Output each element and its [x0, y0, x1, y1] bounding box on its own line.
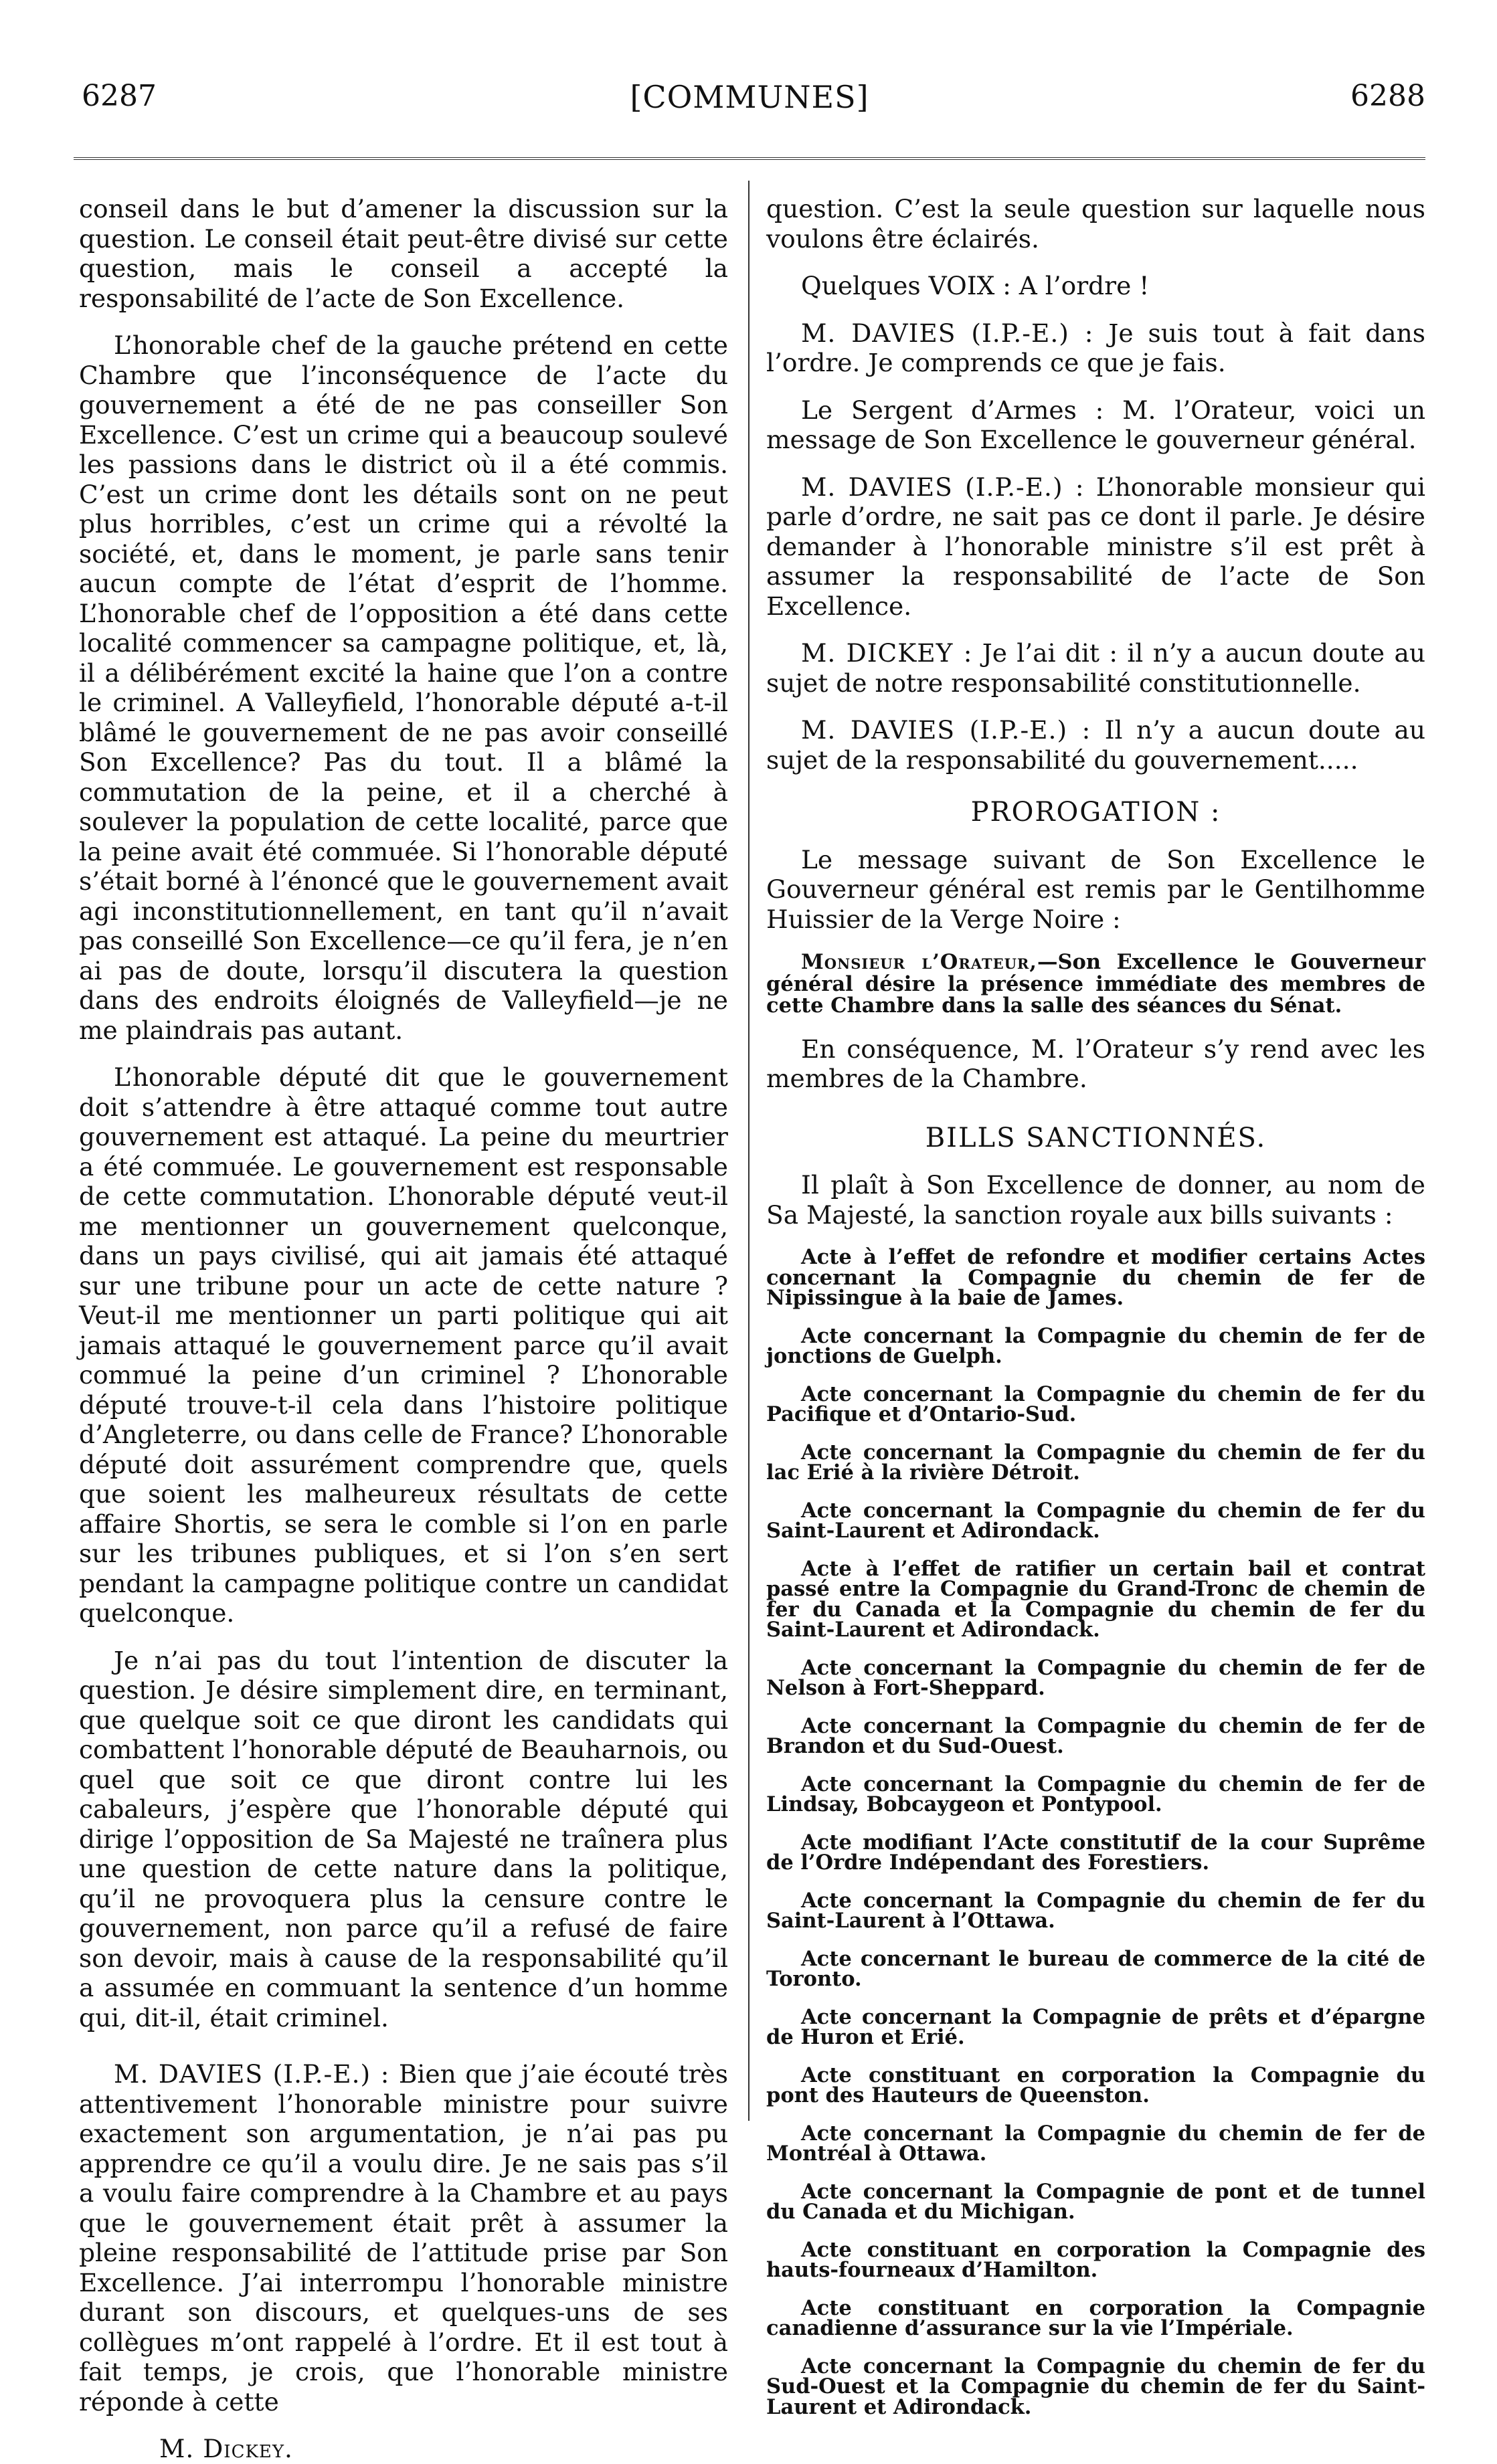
speech-paragraph: [766, 472, 1425, 622]
bill-item: Acte concernant le bureau de commerce de la cité de Toronto.: [766, 1946, 1425, 1991]
bill-item: Acte concernant la Compagnie du chemin de fer du Pacifique et d’Ontario-Sud.: [766, 1382, 1425, 1426]
speech-paragraph: [766, 318, 1425, 378]
paragraph: conseil dans le but d’amener la discussion sur la question. Le conseil était peut-être divisé sur cette question, mais le conseil a accepté la responsabilité de l’acte de Son Excellence.: [79, 194, 728, 313]
bill-item: Acte concernant la Compagnie du chemin de fer de jonctions de Guelph.: [766, 1323, 1425, 1368]
section-title-prorogation: PROROGATION :: [970, 797, 1221, 828]
speaker-name: M. DAVIES (I.P.-E.) :: [801, 715, 1091, 745]
speech-paragraph: [766, 638, 1425, 698]
bill-item: Acte à l’effet de ratifier un certain bail et contrat passé entre la Compagnie du Grand-Tronc de chemin de fer du Canada et la Compagnie du chemin de fer du Saint-Laurent et Adirondack.: [766, 1556, 1425, 1642]
speech-text: Bien que j’aie écouté très attentivement l’honorable ministre pour suivre exactement son argumentation, je n’ai pas pu apprendre ce qu’il a voulu dire. Je ne sais pas s’il a voulu faire comprendre à la Chambre et au pays que le gouvernement était prêt à assumer la pleine responsabilité de l’attitude prise par Son Excellence. J’ai interrompu l’honorable ministre durant son discours, et quelques-uns de ses collègues m’ont rappelé à l’ordre. Et il est tout à fait temps, je crois, que l’honorable ministre réponde à cette: [79, 2059, 728, 2416]
bill-item: Acte concernant la Compagnie de prêts et d’épargne de Huron et Erié.: [766, 2004, 1425, 2049]
paragraph: question. C’est la seule question sur laquelle nous voulons être éclairés.: [766, 194, 1425, 254]
bill-item: Acte concernant la Compagnie du chemin de fer de Brandon et du Sud-Ouest.: [766, 1713, 1425, 1758]
speech-text: Je suis tout à fait dans l’ordre. Je comprends ce que je fais.: [766, 318, 1425, 377]
bill-item: Acte constituant en corporation la Compagnie du pont des Hauteurs de Queenston.: [766, 2063, 1425, 2107]
bill-item: Acte concernant la Compagnie du chemin de fer de Montréal à Ottawa.: [766, 2121, 1425, 2166]
paragraph: Il plaît à Son Excellence de donner, au nom de Sa Majesté, la sanction royale aux bills suivants :: [766, 1170, 1425, 1230]
paragraph: L’honorable chef de la gauche prétend en cette Chambre que l’inconséquence de l’acte du gouvernement a été de ne pas conseiller Son Excellence. C’est un crime qui a beaucoup soulevé les passions dans le district où il a été commis. C’est un crime dont les détails sont on ne peut plus horribles, c’est un crime qui a révolté la société, et, dans le moment, je parle sans tenir aucun compte de l’état d’esprit de l’homme. L’honorable chef de l’opposition a été dans cette localité commencer sa campagne politique, et, là, il a délibérément excité la haine que l’on a contre le criminel. A Valleyfield, l’honorable député a-t-il blâmé le gouvernement de ne pas avoir conseillé Son Excellence? Pas du tout. Il a blâmé la commutation de la peine, et il a cherché à soulever la population de cette localité, parce que la peine avait été commuée. Si l’honorable député s’était borné à l’énoncé que le gouvernement avait agi inconstitutionnellement, en tant qu’il n’avait pas conseillé Son Excellence—ce qu’il fera, je n’en ai pas de doute, lorsqu’il discutera la question dans des endroits éloignés de Valleyfield—je ne me plaindrais pas autant.: [79, 330, 728, 1045]
bill-item: Acte modifiant l’Acte constitutif de la cour Suprême de l’Ordre Indépendant des Forestiers.: [766, 1830, 1425, 1875]
paragraph: Le Sergent d’Armes : M. l’Orateur, voici un message de Son Excellence le gouverneur général.: [766, 395, 1425, 454]
speech-paragraph: [766, 715, 1425, 775]
running-signature: M. Dickey.: [159, 2434, 293, 2463]
running-head: [COMMUNES]: [630, 79, 869, 115]
bill-item: Acte concernant la Compagnie du chemin de fer du Saint-Laurent à l’Ottawa.: [766, 1888, 1425, 1933]
message-lead: Monsieur l’Orateur,: [801, 950, 1037, 974]
bills-list: [766, 1247, 1425, 2417]
header-rule: [74, 157, 1425, 160]
speaker-name: M. DAVIES (I.P.-E.) :: [801, 318, 1094, 348]
left-column: [79, 194, 728, 2464]
message-block: [766, 951, 1425, 1017]
section-title-bills: BILLS SANCTIONNÉS.: [925, 1122, 1267, 1153]
bill-item: Acte à l’effet de refondre et modifier certains Actes concernant la Compagnie du chemin de fer de Nipissingue à la baie de James.: [766, 1245, 1425, 1310]
bill-item: Acte concernant la Compagnie du chemin de fer de Lindsay, Bobcaygeon et Pontypool.: [766, 1772, 1425, 1816]
paragraph: Je n’ai pas du tout l’intention de discuter la question. Je désire simplement dire, en terminant, que quelque soit ce que diront les candidats qui combattent l’honorable député de Beauharnois, ou quel que soit ce que diront contre lui les cabaleurs, j’espère que l’honorable député qui dirige l’opposition de Sa Majesté ne traînera plus une question de cette nature dans la politique, qu’il ne provoquera plus la censure contre le gouvernement, non parce qu’il a refusé de faire son devoir, mais à cause de la responsabilité qu’il a assumée en commuant la sentence d’un homme qui, dit-il, était criminel.: [79, 1645, 728, 2032]
speech-text: Je l’ai dit : il n’y a aucun doute au sujet de notre responsabilité constitutionnelle.: [766, 638, 1425, 698]
speech-paragraph: [79, 2059, 728, 2416]
page-number-left: 6287: [82, 79, 157, 113]
bill-item: Acte concernant la Compagnie du chemin de fer du Sud-Ouest et la Compagnie du chemin de fer du Saint-Laurent et Adirondack.: [766, 2354, 1425, 2419]
right-column: [766, 194, 1425, 2435]
speech-text: Il n’y a aucun doute au sujet de la responsabilité du gouvernement.....: [766, 715, 1425, 775]
bill-item: Acte concernant la Compagnie du chemin de fer de Nelson à Fort-Sheppard.: [766, 1655, 1425, 1700]
speaker-name: M. DAVIES (I.P.-E.) :: [114, 2059, 390, 2089]
paragraph: Le message suivant de Son Excellence le Gouverneur général est remis par le Gentilhomme Huissier de la Verge Noire :: [766, 844, 1425, 934]
speech-text: L’honorable monsieur qui parle d’ordre, ne sait pas ce dont il parle. Je désire demander à l’honorable ministre s’il est prêt à assumer la responsabilité de l’acte de Son Excellence.: [766, 472, 1425, 621]
paragraph: L’honorable député dit que le gouvernement doit s’attendre à être attaqué comme tout autre gouvernement est attaqué. La peine du meurtrier a été commuée. Le gouvernement est responsable de cette commutation. L’honorable député veut-il me mentionner un gouvernement quelconque, dans un pays civilisé, qui ait jamais été attaqué sur une tribune pour un acte de cette nature ? Veut-il me mentionner un parti politique qui ait jamais attaqué le gouvernement parce qu’il avait commué la peine d’un criminel ? L’honorable député trouve-t-il cela dans l’histoire politique d’Angleterre, ou dans celle de France? L’honorable député doit assurément comprendre que, quels que soient les malheureux résultats de cette affaire Shortis, se sera le comble si l’on en parle sur les tribunes publiques, et si l’on s’en sert pendant la campagne politique contre un candidat quelconque.: [79, 1062, 728, 1628]
bill-item: Acte concernant la Compagnie du chemin de fer du Saint-Laurent et Adirondack.: [766, 1498, 1425, 1543]
bill-item: Acte concernant la Compagnie du chemin de fer du lac Erié à la rivière Détroit.: [766, 1440, 1425, 1485]
speaker-name: M. DAVIES (I.P.-E.) :: [801, 472, 1085, 502]
bill-item: Acte constituant en corporation la Compagnie canadienne d’assurance sur la vie l’Impériale.: [766, 2295, 1425, 2340]
bill-item: Acte constituant en corporation la Compagnie des hauts-fourneaux d’Hamilton.: [766, 2237, 1425, 2282]
bill-item: Acte concernant la Compagnie de pont et de tunnel du Canada et du Michigan.: [766, 2179, 1425, 2224]
paragraph: En conséquence, M. l’Orateur s’y rend avec les membres de la Chambre.: [766, 1034, 1425, 1093]
page-header: [74, 79, 1425, 132]
page-number-right: 6288: [1350, 79, 1425, 113]
paragraph: Quelques VOIX : A l’ordre !: [801, 271, 1150, 300]
column-divider: [748, 181, 750, 2121]
message-text: —Son Excellence le Gouverneur général désire la présence immédiate des membres de cette Chambre dans la salle des séances du Sénat.: [766, 950, 1425, 1018]
speaker-name: M. DICKEY :: [801, 638, 973, 668]
